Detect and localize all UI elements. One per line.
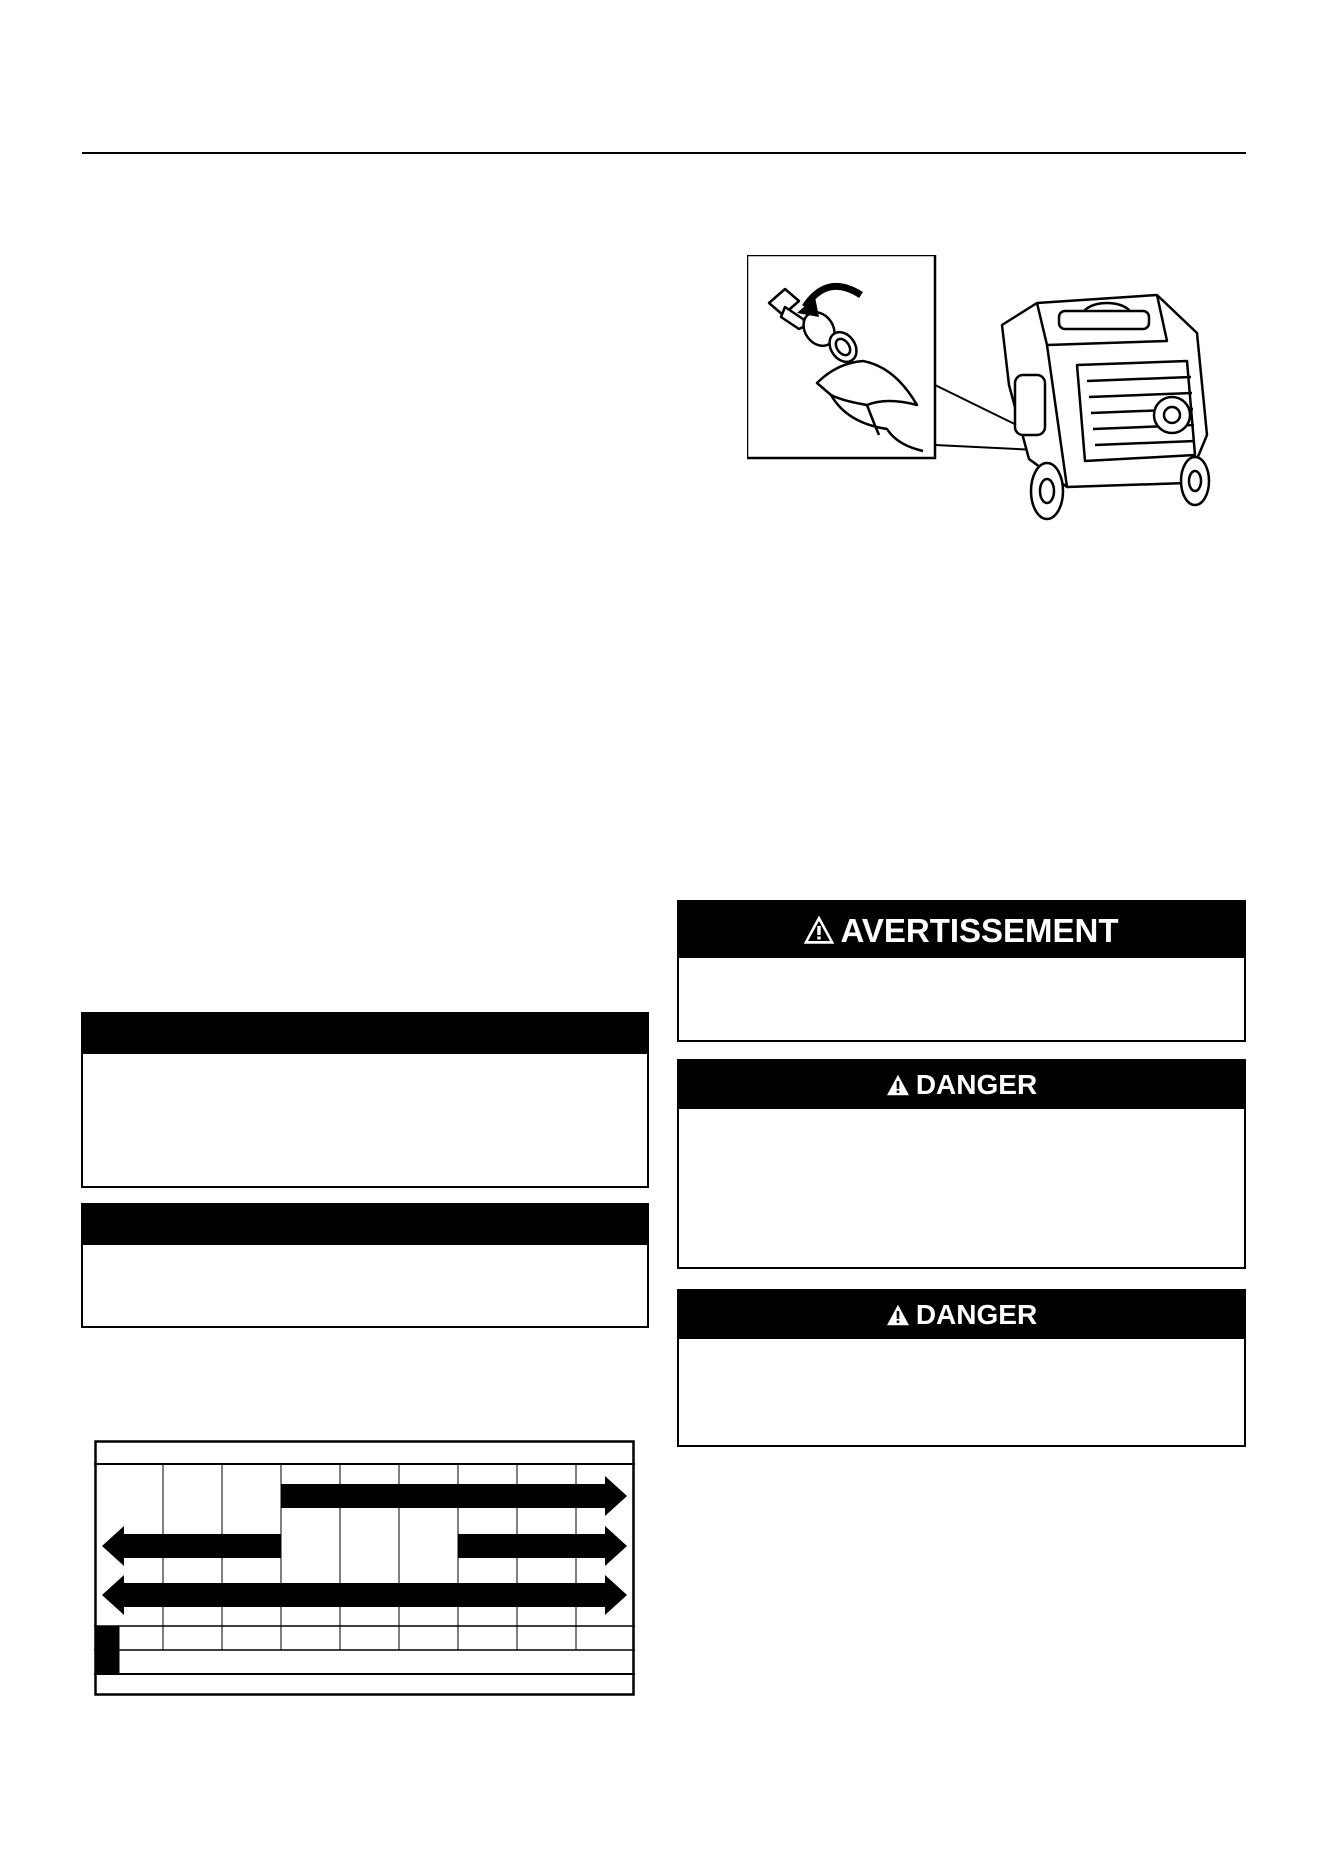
oil-range-chart-svg xyxy=(94,1440,635,1696)
notice-box-1 xyxy=(81,1012,649,1188)
danger-label-2: DANGER xyxy=(915,1299,1038,1330)
danger-header-2 xyxy=(679,1291,1244,1339)
warning-triangle-icon xyxy=(886,1304,910,1326)
danger-label-1: DANGER xyxy=(915,1069,1038,1100)
danger-box-1 xyxy=(677,1059,1246,1269)
warning-triangle-icon xyxy=(804,916,834,944)
oil-range-chart xyxy=(94,1440,635,1696)
notice-box-1-header xyxy=(83,1014,647,1054)
danger-box-2 xyxy=(677,1289,1246,1447)
danger-header-1 xyxy=(679,1061,1244,1109)
notice-box-2 xyxy=(81,1203,649,1328)
avertissement-label: AVERTISSEMENT xyxy=(840,911,1119,949)
avertissement-box xyxy=(677,900,1246,1042)
avertissement-header xyxy=(679,902,1244,958)
notice-box-2-header xyxy=(83,1205,647,1245)
generator-oil-dipstick-illustration xyxy=(747,255,1217,525)
header-rule xyxy=(82,152,1246,154)
warning-triangle-icon xyxy=(886,1074,910,1096)
chart-frame xyxy=(96,1442,634,1695)
chart-scale-label-block xyxy=(96,1626,120,1674)
